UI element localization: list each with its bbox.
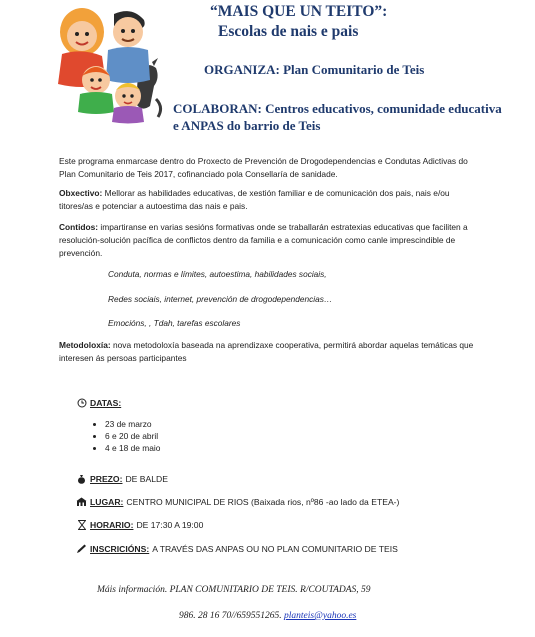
objective-label: Obxectivo:: [59, 188, 103, 198]
price-label: PREZO:: [90, 473, 123, 484]
date-item: 23 de marzo: [93, 418, 160, 430]
methodology-label: Metodoloxía:: [59, 340, 111, 350]
location-label: LUGAR:: [90, 496, 124, 507]
contents-paragraph: [59, 221, 479, 260]
dates-heading: [76, 397, 124, 408]
schedule-line: [76, 519, 203, 530]
dates-label: DATAS:: [90, 397, 122, 408]
dates-list: [93, 418, 160, 454]
objective-paragraph: [59, 187, 479, 213]
topic-item: Redes sociais, internet, prevención de drogodependencias…: [108, 294, 333, 304]
contents-label: Contidos:: [59, 222, 99, 232]
location-value: CENTRO MUNICIPAL DE RIOS (Baixada rios, nº86 -ao lado da ETEA-): [126, 496, 400, 507]
location-line: [76, 496, 399, 507]
schedule-label: HORARIO:: [90, 519, 134, 530]
page-subtitle: Escolas de nais e pais: [218, 23, 359, 40]
pencil-icon: [76, 543, 87, 554]
footer-phones: 986. 28 16 70//659551265.: [179, 611, 285, 621]
family-illustration: [52, 4, 164, 124]
registration-line: [76, 543, 398, 554]
schedule-value: DE 17:30 A 19:00: [136, 519, 204, 530]
registration-label: INSCRICIÓNS:: [90, 543, 150, 554]
methodology-text: nova metodoloxía baseada na aprendizaxe cooperativa, permitirá abordar aquelas temáticas que interesen ás persoas participantes: [59, 340, 474, 363]
topic-item: Conduta, normas e límites, autoestima, habilidades sociais,: [108, 269, 327, 279]
collaborators-line: COLABORAN: Centros educativos, comunidade educativa e ANPAS do barrio de Teis: [173, 101, 502, 133]
money-bag-icon: [76, 473, 87, 484]
intro-paragraph: Este programa enmarcase dentro do Proxecto de Prevención de Drogodependencias e Condutas Adictivas do Plan Comunitario de Teis 2017, cofinanciado pola Consellaría de sanidade.: [59, 156, 468, 179]
registration-value: A TRAVÉS DAS ANPAS OU NO PLAN COMUNITARIO DE TEIS: [152, 543, 398, 554]
price-value: DE BALDE: [125, 473, 168, 484]
methodology-paragraph: [59, 339, 479, 365]
footer-info: Máis información. PLAN COMUNITARIO DE TEIS. R/COUTADAS, 59: [97, 585, 371, 595]
father-figure: [106, 11, 150, 83]
organizer-line: ORGANIZA: Plan Comunitario de Teis: [204, 62, 425, 77]
topic-item: Emocións, , Tdah, tarefas escolares: [108, 318, 241, 328]
date-item: 4 e 18 de maio: [93, 442, 160, 454]
hourglass-icon: [76, 519, 87, 530]
footer-contact: [179, 611, 356, 621]
price-line: [76, 473, 168, 484]
footer-email-link[interactable]: planteis@yahoo.es: [284, 611, 357, 621]
page-title: “MAIS QUE UN TEITO”:: [210, 3, 388, 20]
clock-icon: [76, 397, 87, 408]
building-icon: [76, 496, 87, 507]
contents-text: impartiranse en varias sesións formativas onde se traballarán estratexias educativas que faciliten a resolución-solución pacífica de conflictos dentro da familia e a comunicación como canle imprescindible de prevención.: [59, 222, 468, 258]
objective-text: Mellorar as habilidades educativas, de xestión familiar e de comunicación dos pais, nais e/ou titores/as e potenciar a autoestima das nais e pais.: [59, 188, 450, 211]
date-item: 6 e 20 de abril: [93, 430, 160, 442]
